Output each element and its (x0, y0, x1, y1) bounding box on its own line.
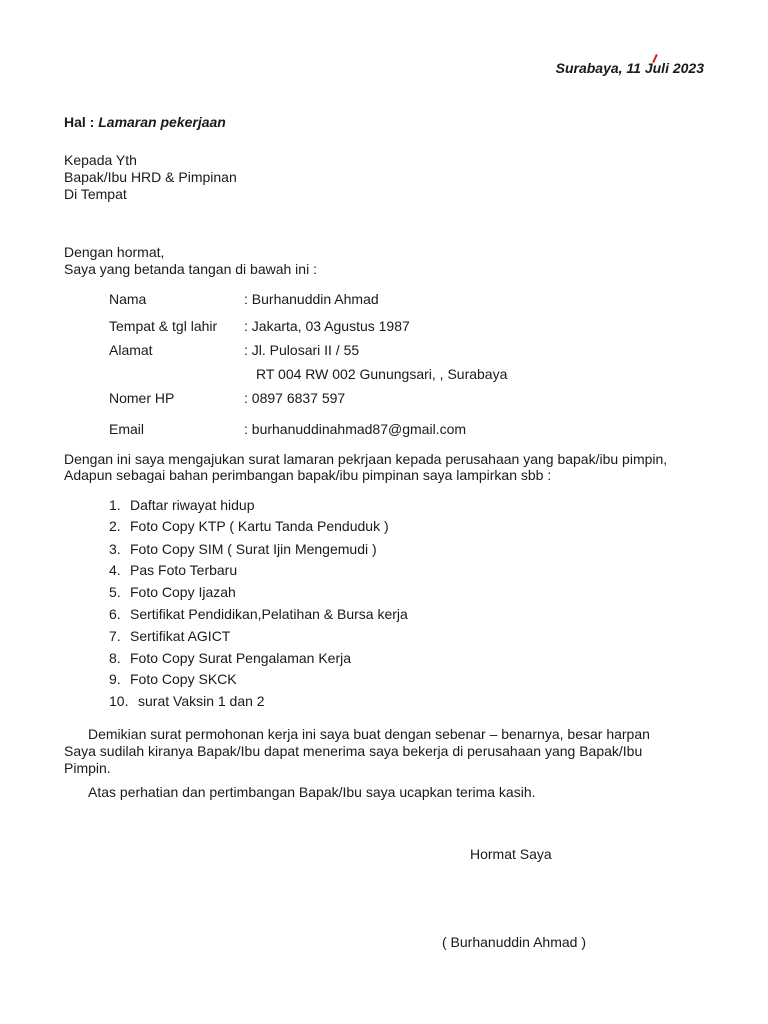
identity-value-phone: : 0897 6837 597 (244, 390, 346, 406)
recipient-line-2: Bapak/Ibu HRD & Pimpinan (64, 169, 237, 185)
list-number: 4. (109, 562, 121, 578)
list-number: 8. (109, 650, 121, 666)
identity-value-name: : Burhanuddin Ahmad (244, 291, 379, 307)
recipient-line-1: Kepada Yth (64, 152, 137, 168)
identity-value-birth: : Jakarta, 03 Agustus 1987 (244, 318, 410, 334)
greeting: Dengan hormat, (64, 244, 165, 260)
closing-line-3: Pimpin. (64, 760, 111, 776)
list-item: Foto Copy KTP ( Kartu Tanda Penduduk ) (130, 518, 389, 534)
date-line: Surabaya, 11 Juli 2023 (555, 60, 704, 76)
subject-prefix: Hal : (64, 114, 95, 130)
list-number: 6. (109, 606, 121, 622)
body-line-1: Dengan ini saya mengajukan surat lamaran pekrjaan kepada perusahaan yang bapak/ibu pimpin, (64, 451, 668, 467)
body-line-2: Adapun sebagai bahan perimbangan bapak/ibu pimpinan saya lampirkan sbb : (64, 467, 552, 483)
recipient-line-3: Di Tempat (64, 186, 127, 202)
list-item: surat Vaksin 1 dan 2 (138, 693, 265, 709)
intro: Saya yang betanda tangan di bawah ini : (64, 261, 317, 277)
signature-name: ( Burhanuddin Ahmad ) (442, 934, 586, 950)
list-number: 10. (109, 693, 129, 709)
identity-label-address: Alamat (109, 342, 153, 358)
thanks-line: Atas perhatian dan pertimbangan Bapak/Ibu saya ucapkan terima kasih. (88, 784, 536, 800)
subject-text: Lamaran pekerjaan (98, 114, 226, 130)
identity-value-address: : Jl. Pulosari II / 55 (244, 342, 360, 358)
identity-label-email: Email (109, 421, 145, 437)
list-number: 5. (109, 584, 121, 600)
list-item: Foto Copy SKCK (130, 671, 237, 687)
list-item: Daftar riwayat hidup (130, 497, 255, 513)
identity-label-phone: Nomer HP (109, 390, 175, 406)
list-item: Sertifikat AGICT (130, 628, 231, 644)
identity-label-name: Nama (109, 291, 147, 307)
list-item: Pas Foto Terbaru (130, 562, 238, 578)
list-item: Sertifikat Pendidikan,Pelatihan & Bursa kerja (130, 606, 408, 622)
list-number: 2. (109, 518, 121, 534)
closing-line-2: Saya sudilah kiranya Bapak/Ibu dapat menerima saya bekerja di perusahaan yang Bapak/Ibu (64, 743, 643, 759)
list-number: 3. (109, 541, 121, 557)
signoff: Hormat Saya (470, 846, 552, 862)
identity-label-birth: Tempat & tgl lahir (109, 318, 218, 334)
subject-line (64, 114, 226, 131)
list-number: 9. (109, 671, 121, 687)
list-item: Foto Copy Ijazah (130, 584, 236, 600)
list-number: 7. (109, 628, 121, 644)
identity-value-email: : burhanuddinahmad87@gmail.com (244, 421, 467, 437)
identity-value-address-2: RT 004 RW 002 Gunungsari, , Surabaya (256, 366, 508, 382)
list-item: Foto Copy Surat Pengalaman Kerja (130, 650, 352, 666)
list-item: Foto Copy SIM ( Surat Ijin Mengemudi ) (130, 541, 377, 557)
closing-line-1: Demikian surat permohonan kerja ini saya buat dengan sebenar – benarnya, besar harpan (88, 726, 650, 742)
list-number: 1. (109, 497, 121, 513)
